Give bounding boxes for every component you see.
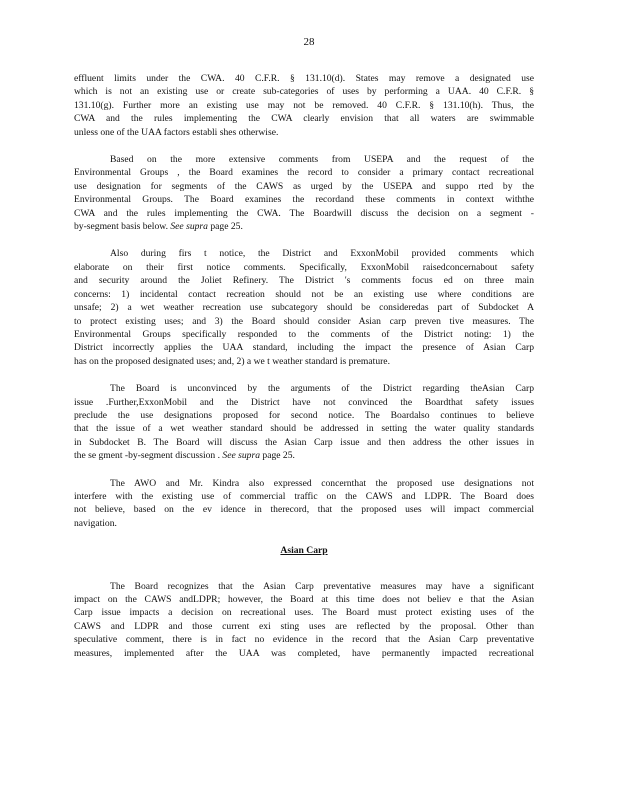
paragraph-2 [74, 153, 534, 233]
text-line: CWA and the rules implementing the CWA clearly envision that all waters are swimmable [74, 113, 534, 125]
text-line: The Board recognizes that the Asian Carp preventative measures may have a significant [110, 580, 534, 592]
text-line: unless one of the UAA factors establi shes otherwise. [74, 126, 279, 138]
paragraph-4 [74, 382, 534, 462]
text-line: Environmental Groups. The Board examines the recordand these comments in context withthe [74, 194, 534, 206]
text-line: Also during firs t notice, the District and ExxonMobil provided comments which [110, 248, 534, 260]
text-line: speculative comment, there is in fact no evidence in the record that the Asian Carp preventative [74, 634, 534, 646]
text-line: preclude the use designations proposed for second notice. The Boardalso continues to believe [74, 409, 534, 421]
text-line: not believe, based on the ev idence in therecord, that the proposed uses will impact commercial [74, 504, 534, 516]
text-line: Carp issue impacts a decision on recreational uses. The Board must protect existing uses of the [74, 607, 534, 619]
text-line: in Subdocket B. The Board will discuss the Asian Carp issue and then address the other issues in [74, 436, 534, 448]
paragraph-3 [74, 247, 534, 368]
text-line: Environmental Groups , the Board examines the record to consider a primary contact recreational [74, 167, 534, 179]
text-line: concerns: 1) incidental contact recreation should not be an existing use where conditions are [74, 288, 534, 300]
text-line: 131.10(g). Further more an existing use may not be removed. 40 C.F.R. § 131.10(h). Thus, the [74, 99, 534, 111]
body-text [74, 72, 534, 674]
text-line: CWA and the rules implementing the CWA. The Boardwill discuss the decision on a segment - [74, 207, 534, 219]
text-line: that the issue of a wet weather standard should be addressed in setting the water quality standards [74, 423, 534, 435]
text-line: has on the proposed designated uses; and, 2) a we t weather standard is premature. [74, 355, 390, 367]
text-line: CAWS and LDPR and those current exi sting uses are reflected by the proposal. Other than [74, 620, 534, 632]
text-line: the se gment -by-segment discussion . See supra page 25. [74, 450, 295, 462]
text-line: District incorrectly applies the UAA standard, including the impact the presence of Asian Carp [74, 342, 534, 354]
citation-see-supra: See supra [222, 450, 260, 462]
text-line: Environmental Groups specifically responded to the comments of the District noting: 1) the [74, 328, 534, 340]
text-line: impact on the CAWS andLDPR; however, the Board at this time does not believ e that the Asian [74, 594, 534, 605]
text-line: unsafe; 2) a wet weather recreation use subcategory should be consideredas part of Subdocket A [74, 302, 534, 314]
text-line: Based on the more extensive comments from USEPA and the request of the [110, 154, 534, 166]
paragraph-5 [74, 477, 534, 531]
text-line: which is not an existing use or create sub-categories of uses by performing a UAA. 40 C.F.R. § [74, 86, 534, 98]
text-line: and security around the Joliet Refinery. The District 's comments focus ed on three main [74, 275, 534, 287]
text-line: issue .Further,ExxonMobil and the District have not convinced the Boardthat safety issues [74, 396, 534, 408]
text-line: use designation for segments of the CAWS as urged by the USEPA and suppo rted by the [74, 180, 534, 192]
text-line: elaborate on their first notice comments. Specifically, ExxonMobil raisedconcernabout safety [74, 261, 534, 273]
page-number: 28 [303, 36, 315, 48]
text-line: measures, implemented after the UAA was completed, have permanently impacted recreational [74, 647, 534, 659]
paragraph-1 [74, 72, 534, 139]
text-line: The Board is unconvinced by the arguments of the District regarding theAsian Carp [110, 383, 534, 395]
text-line: The AWO and Mr. Kindra also expressed concernthat the proposed use designations not [110, 477, 534, 489]
text-line: effluent limits under the CWA. 40 C.F.R. § 131.10(d). States may remove a designated use [74, 73, 534, 84]
citation-see-supra: See supra [170, 221, 208, 233]
text-line: navigation. [74, 517, 117, 529]
text-line: by-segment basis below. See supra page 25. [74, 221, 243, 233]
paragraph-6 [74, 580, 534, 660]
section-heading: Asian Carp [280, 545, 328, 557]
text-line: interfere with the existing use of commercial traffic on the CAWS and LDPR. The Board does [74, 490, 534, 502]
text-line: to protect existing uses; and 3) the Board should consider Asian carp preven tive measures. The [74, 315, 534, 327]
